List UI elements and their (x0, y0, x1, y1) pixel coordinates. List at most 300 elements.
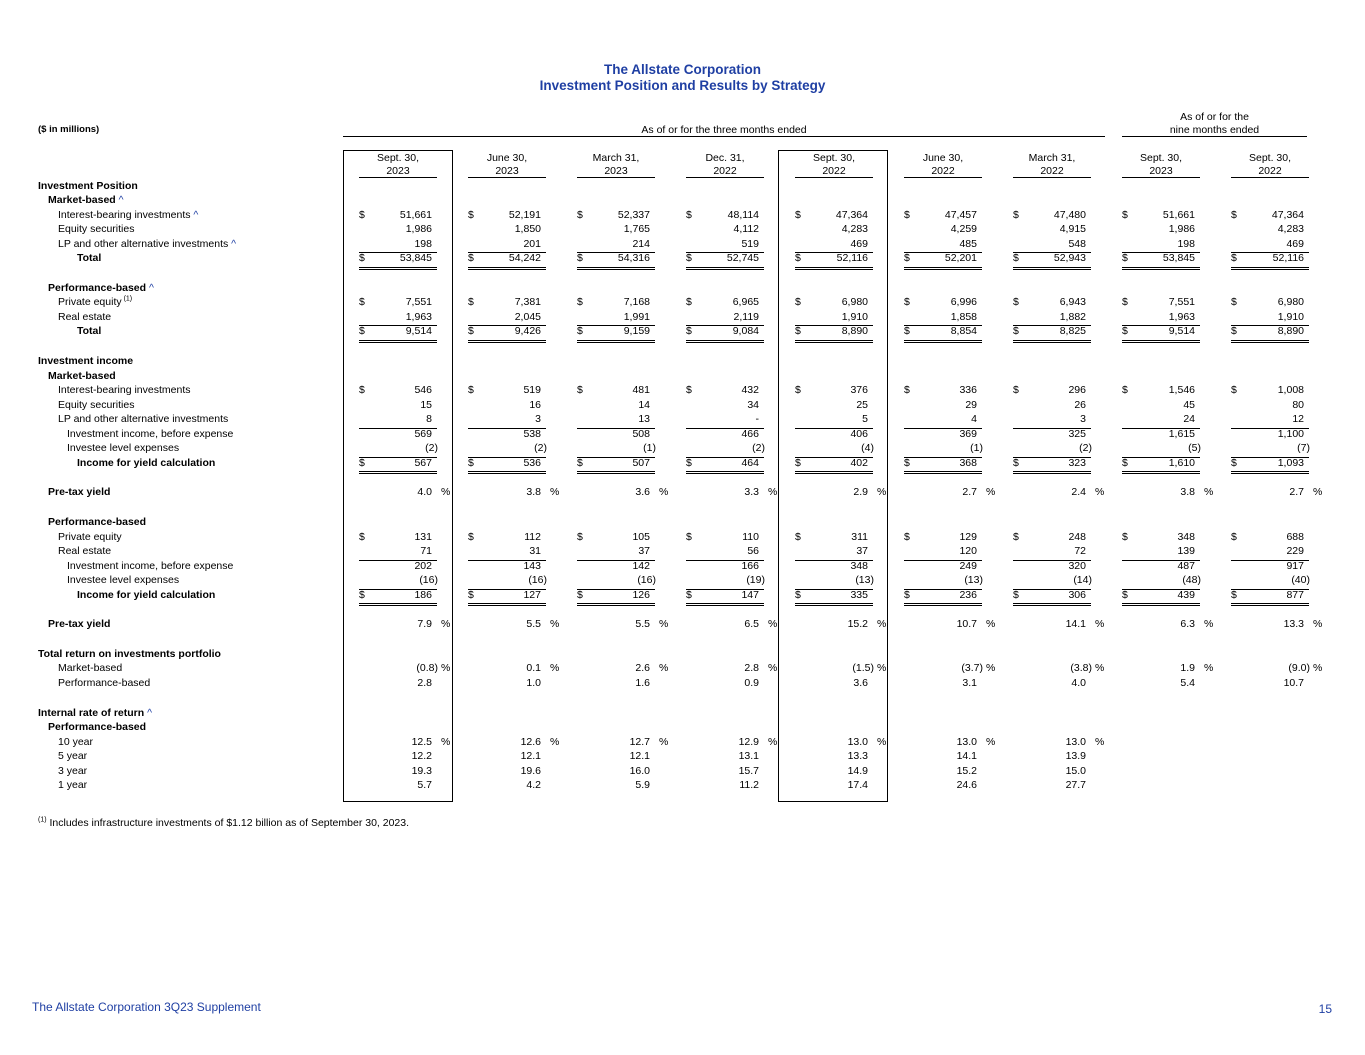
currency-symbol: $ (795, 208, 801, 221)
row-label (38, 648, 221, 660)
table-row (0, 355, 1365, 370)
cell-value: 127 (523, 588, 541, 601)
cell-value: 15.2 (847, 618, 868, 631)
group-header-rule (1122, 136, 1307, 137)
table-cell (359, 296, 437, 311)
currency-symbol: $ (577, 588, 583, 601)
table-cell (686, 442, 764, 458)
table-cell (1231, 574, 1309, 590)
table-cell (1122, 311, 1200, 327)
table-cell (904, 560, 982, 575)
row-label (58, 662, 122, 674)
table-row (0, 692, 1365, 707)
currency-symbol: $ (577, 252, 583, 265)
table-cell (795, 560, 873, 575)
table-row (0, 677, 1365, 692)
cell-value: 129 (959, 530, 977, 543)
currency-symbol: $ (1013, 530, 1019, 543)
table-row (0, 574, 1365, 589)
table-cell (468, 428, 546, 443)
table-row (0, 282, 1365, 297)
cell-value: 536 (523, 456, 541, 469)
currency-symbol: $ (1122, 384, 1128, 396)
cell-value: (2) (752, 442, 765, 455)
cell-value: 27.7 (1065, 779, 1086, 792)
column-header-line1: June 30, (486, 152, 528, 164)
table-cell (577, 560, 655, 575)
row-label-text: Investment income, before expense (67, 427, 234, 440)
column-header-line2: 2022 (822, 165, 846, 177)
column-header-line1: Sept. 30, (1139, 152, 1183, 164)
row-label (58, 238, 236, 250)
table-cell (1013, 531, 1091, 546)
cell-value: 110 (742, 530, 759, 543)
currency-symbol: $ (1122, 530, 1128, 543)
table-cell (577, 618, 655, 633)
column-header (359, 152, 437, 177)
currency-symbol: $ (468, 325, 474, 338)
currency-symbol: $ (359, 588, 365, 601)
table-cell (359, 750, 437, 765)
cell-value: 9,514 (405, 325, 432, 338)
cell-value: 45 (1183, 398, 1195, 411)
table-cell (686, 399, 764, 414)
percent-sign: % (1313, 486, 1323, 499)
currency-symbol: $ (359, 252, 365, 265)
currency-symbol: $ (468, 588, 474, 601)
cell-value: (1.5) (852, 662, 874, 675)
cell-value: 369 (959, 427, 977, 440)
cell-value: 2.7 (962, 486, 977, 499)
table-cell (577, 428, 655, 443)
cell-value: 1,100 (1277, 427, 1304, 440)
cell-value: (3.8) (1070, 662, 1092, 675)
table-cell (1013, 750, 1091, 765)
cell-value: 6.5 (744, 618, 759, 631)
table-cell (795, 765, 873, 780)
table-cell (686, 238, 764, 254)
cell-value: 198 (1177, 237, 1195, 250)
currency-symbol: $ (359, 456, 365, 469)
row-label (77, 325, 101, 337)
currency-symbol: $ (686, 456, 692, 469)
table-cell (1013, 442, 1091, 458)
percent-sign: % (986, 735, 996, 748)
cell-value: 53,845 (1162, 252, 1195, 265)
cell-value: 52,116 (1272, 252, 1304, 265)
row-label-text: Investment Position (38, 179, 138, 192)
column-header (686, 152, 764, 177)
table-row (0, 340, 1365, 355)
cell-value: 126 (632, 588, 650, 601)
table-cell (359, 662, 437, 677)
currency-symbol: $ (686, 296, 692, 309)
cell-value: (5) (1188, 442, 1201, 455)
currency-symbol: $ (359, 296, 365, 309)
table-cell (795, 223, 873, 238)
table-cell (359, 531, 437, 546)
currency-symbol: $ (1122, 325, 1128, 338)
row-label (58, 311, 111, 323)
table-cell (359, 428, 437, 443)
table-row (0, 501, 1365, 516)
cell-value: 12.9 (738, 735, 759, 748)
cell-value: 469 (850, 237, 868, 250)
column-header-rule (1231, 177, 1309, 178)
cell-value: 6,965 (732, 296, 759, 309)
row-label-text: LP and other alternative investments (58, 237, 229, 250)
percent-sign: % (986, 618, 996, 631)
table-row (0, 486, 1365, 501)
cell-value: 12.7 (629, 735, 650, 748)
row-label-text: Income for yield calculation (77, 588, 216, 601)
table-cell (1013, 486, 1091, 501)
table-cell (1013, 545, 1091, 561)
caret-marker: ^ (228, 237, 237, 250)
table-cell (1122, 545, 1200, 561)
cell-value: 10.7 (956, 618, 977, 631)
table-cell (468, 413, 546, 429)
row-label-text: Real estate (58, 545, 112, 558)
table-cell (1013, 311, 1091, 327)
row-label (58, 384, 190, 396)
row-label-text: 5 year (58, 750, 88, 763)
row-label (38, 707, 152, 719)
table-cell (904, 531, 982, 546)
currency-symbol: $ (468, 252, 474, 265)
cell-value: (4) (861, 442, 874, 455)
currency-symbol: $ (468, 384, 474, 396)
percent-sign: % (441, 618, 451, 631)
table-cell (1122, 384, 1200, 399)
cell-value: 376 (850, 384, 868, 396)
row-label (67, 560, 233, 572)
table-row (0, 531, 1365, 546)
table-cell (1231, 662, 1309, 677)
row-label-text: Performance-based (58, 677, 151, 689)
cell-value: 47,364 (835, 208, 868, 221)
table-cell (904, 545, 982, 561)
table-row (0, 325, 1365, 340)
column-header-line2: 2023 (495, 165, 519, 177)
row-label (48, 370, 116, 382)
report-title: The Allstate Corporation (603, 62, 761, 77)
table-row (0, 180, 1365, 195)
column-header-rule (1122, 177, 1200, 178)
percent-sign: % (659, 735, 669, 748)
currency-symbol: $ (1231, 588, 1237, 601)
table-cell (577, 209, 655, 224)
table-cell (1013, 428, 1091, 443)
table-row (0, 413, 1365, 428)
table-cell (359, 209, 437, 224)
table-cell (1013, 779, 1091, 794)
caret-marker: ^ (144, 706, 153, 719)
cell-value: 13.3 (1283, 618, 1304, 631)
table-cell (468, 545, 546, 561)
table-cell (577, 779, 655, 794)
table-row (0, 633, 1365, 648)
cell-value: 52,201 (944, 252, 977, 265)
row-label (38, 355, 133, 367)
cell-value: 469 (1286, 237, 1304, 250)
table-row (0, 750, 1365, 765)
currency-symbol: $ (359, 530, 365, 543)
table-cell (1122, 560, 1200, 575)
table-row (0, 238, 1365, 253)
table-cell (1231, 618, 1309, 633)
row-label-text: Performance-based (48, 721, 147, 733)
cell-value: 29 (965, 398, 977, 411)
cell-value: 1,910 (1277, 310, 1304, 323)
cell-value: 3 (1080, 413, 1086, 426)
column-header (577, 152, 655, 177)
currency-symbol: $ (686, 384, 692, 396)
column-header-line2: 2023 (1149, 165, 1173, 177)
table-cell (904, 442, 982, 458)
row-label-text: Investment income (38, 354, 134, 367)
cell-value: 1,858 (950, 310, 977, 323)
table-cell (577, 574, 655, 590)
row-label (77, 252, 101, 264)
table-cell (686, 779, 764, 794)
table-row (0, 442, 1365, 457)
row-label (58, 765, 87, 777)
cell-value: 13.0 (847, 735, 868, 748)
currency-symbol: $ (1122, 456, 1128, 469)
table-cell (577, 765, 655, 780)
cell-value: 1,546 (1168, 384, 1195, 396)
table-cell (1231, 238, 1309, 254)
cell-value: 2.6 (635, 662, 650, 675)
cell-value: 54,242 (508, 252, 541, 265)
percent-sign: % (768, 662, 778, 675)
table-cell (1231, 560, 1309, 575)
table-cell (577, 736, 655, 751)
table-cell (577, 750, 655, 765)
cell-value: 13.1 (738, 750, 759, 763)
cell-value: 3 (535, 413, 541, 426)
table-cell (359, 399, 437, 414)
table-cell (1013, 736, 1091, 751)
percent-sign: % (877, 486, 887, 499)
cell-value: 1.6 (635, 677, 650, 689)
row-label (67, 428, 233, 440)
table-cell (1122, 413, 1200, 429)
cell-value: 7.9 (417, 618, 432, 631)
currency-symbol: $ (1013, 296, 1019, 309)
cell-value: 6.3 (1180, 618, 1195, 631)
table-row (0, 194, 1365, 209)
caret-marker: ^ (115, 194, 124, 207)
column-header-line1: Sept. 30, (812, 152, 856, 164)
row-label (48, 486, 110, 498)
cell-value: 368 (959, 456, 977, 469)
cell-value: (16) (528, 574, 547, 587)
cell-value: 14.1 (1065, 618, 1086, 631)
cell-value: 9,514 (1168, 325, 1195, 338)
cell-value: 508 (632, 427, 650, 440)
cell-value: 6,943 (1059, 296, 1086, 309)
percent-sign: % (659, 486, 669, 499)
table-cell (1013, 765, 1091, 780)
currency-symbol: $ (1013, 456, 1019, 469)
table-cell (468, 296, 546, 311)
currency-symbol: $ (904, 325, 910, 338)
cell-value: (2) (534, 442, 547, 455)
table-row (0, 589, 1365, 604)
row-label-text: 1 year (58, 779, 88, 792)
cell-value: 5 (862, 413, 868, 426)
cell-value: 917 (1286, 559, 1304, 572)
column-header-line2: 2022 (1258, 165, 1282, 177)
table-cell (468, 384, 546, 399)
currency-symbol: $ (904, 588, 910, 601)
table-row (0, 311, 1365, 326)
table-row (0, 648, 1365, 663)
table-cell (1013, 223, 1091, 238)
cell-value: 7,551 (1168, 296, 1195, 309)
cell-value: 4,283 (841, 223, 868, 236)
cell-value: 120 (959, 545, 977, 558)
cell-value: 3.8 (1180, 486, 1195, 499)
cell-value: 52,337 (617, 208, 650, 221)
cell-value: 31 (529, 545, 541, 558)
cell-value: 15.7 (738, 764, 759, 777)
table-cell (468, 574, 546, 590)
caret-marker: ^ (146, 281, 154, 294)
row-label-text: Market-based (48, 369, 116, 382)
cell-value: 13.0 (956, 735, 977, 748)
cell-value: 202 (414, 559, 432, 572)
cell-value: 1.0 (526, 677, 541, 689)
table-cell (1122, 209, 1200, 224)
table-cell (577, 296, 655, 311)
cell-value: 4,283 (1277, 223, 1304, 236)
cell-value: 15.0 (1065, 764, 1086, 777)
table-cell (686, 223, 764, 238)
table-row (0, 267, 1365, 282)
percent-sign: % (550, 735, 560, 748)
table-cell (1122, 223, 1200, 238)
cell-value: 1,093 (1277, 456, 1304, 469)
cell-value: 14.9 (847, 764, 868, 777)
table-cell (904, 618, 982, 633)
table-cell (359, 560, 437, 575)
table-cell (1231, 545, 1309, 561)
cell-value: 538 (523, 427, 541, 440)
table-cell (1122, 442, 1200, 458)
row-label-text: Investment income, before expense (67, 559, 234, 572)
percent-sign: % (1095, 618, 1105, 631)
table-cell (577, 399, 655, 414)
table-cell (359, 779, 437, 794)
currency-symbol: $ (1231, 252, 1237, 265)
cell-value: 320 (1068, 559, 1086, 572)
table-row (0, 471, 1365, 486)
table-cell (795, 486, 873, 501)
cell-value: 201 (523, 237, 541, 250)
table-cell (686, 736, 764, 751)
cell-value: 1,765 (623, 223, 650, 236)
cell-value: 688 (1286, 530, 1304, 543)
cell-value: 402 (850, 456, 868, 469)
column-header-line2: 2022 (1040, 165, 1064, 177)
currency-symbol: $ (795, 296, 801, 309)
table-cell (904, 209, 982, 224)
percent-sign: % (1204, 618, 1214, 631)
currency-symbol: $ (468, 208, 474, 221)
table-cell (904, 399, 982, 414)
cell-value: 17.4 (847, 779, 868, 792)
footnote-reference: (1) (121, 295, 133, 303)
row-label (77, 589, 215, 601)
table-row (0, 457, 1365, 472)
cell-value: 19.6 (520, 764, 541, 777)
cell-value: 1.9 (1180, 662, 1195, 675)
row-label-text: Total (77, 252, 102, 265)
cell-value: 1,963 (1168, 310, 1195, 323)
column-header-rule (904, 177, 982, 178)
group-header-three-months: As of or for the three months ended (641, 124, 807, 136)
cell-value: (40) (1291, 574, 1310, 587)
cell-value: 198 (414, 237, 432, 250)
cell-value: 12 (1292, 413, 1304, 426)
cell-value: 186 (414, 588, 432, 601)
cell-value: 2,045 (514, 310, 541, 323)
currency-symbol: $ (904, 384, 910, 396)
currency-symbol: $ (795, 530, 801, 543)
column-header-line1: March 31, (1028, 152, 1076, 164)
currency-symbol: $ (1013, 384, 1019, 396)
table-cell (1122, 486, 1200, 501)
currency-symbol: $ (577, 530, 583, 543)
column-header-rule (686, 177, 764, 178)
table-cell (359, 223, 437, 238)
currency-symbol: $ (577, 208, 583, 221)
row-label (58, 736, 93, 748)
percent-sign: % (1313, 618, 1323, 631)
table-cell (686, 765, 764, 780)
cell-value: (13) (855, 574, 874, 587)
table-cell (1013, 560, 1091, 575)
table-cell (468, 399, 546, 414)
table-cell (1231, 311, 1309, 327)
table-row (0, 399, 1365, 414)
row-label (58, 677, 150, 689)
currency-symbol: $ (1231, 296, 1237, 309)
table-cell (904, 574, 982, 590)
table-cell (904, 765, 982, 780)
footer-left: The Allstate Corporation 3Q23 Supplement (32, 1000, 261, 1014)
cell-value: 569 (414, 427, 432, 440)
table-cell (1013, 384, 1091, 399)
cell-value: 51,661 (1162, 208, 1195, 221)
table-cell (795, 442, 873, 458)
table-cell (468, 677, 546, 692)
currency-symbol: $ (904, 208, 910, 221)
cell-value: 406 (850, 427, 868, 440)
cell-value: 335 (850, 588, 868, 601)
currency-symbol: $ (1013, 252, 1019, 265)
row-label (48, 516, 146, 528)
cell-value: 2.9 (853, 486, 868, 499)
table-cell (1013, 413, 1091, 429)
row-label-text: Total return on investments portfolio (38, 647, 221, 660)
percent-sign: % (441, 662, 451, 675)
cell-value: 19.3 (411, 764, 432, 777)
table-cell (686, 618, 764, 633)
